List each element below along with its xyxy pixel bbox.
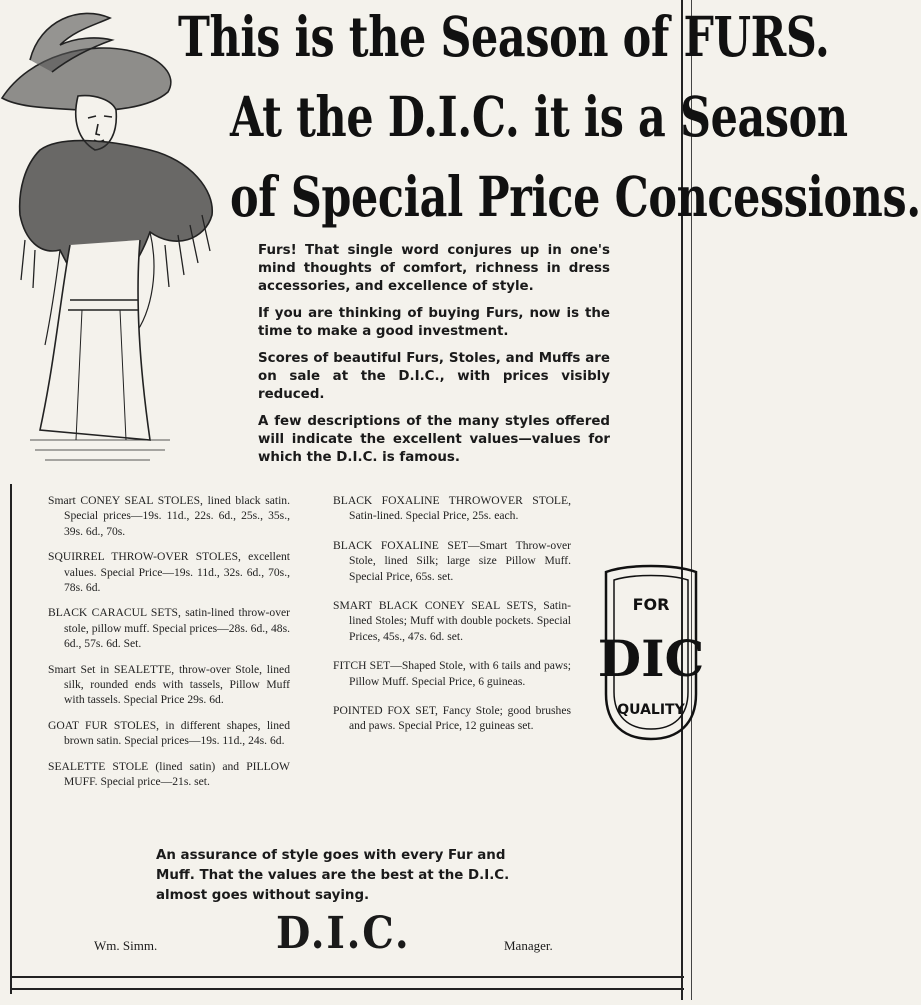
headline-line-2: At the D.I.C. it is a Season xyxy=(230,84,848,149)
fur-lady-illustration xyxy=(0,0,230,475)
intro-paragraph: If you are thinking of buying Furs, now is the time to make a good investment. xyxy=(258,306,610,339)
badge-top-text: FOR xyxy=(632,595,670,614)
signature-name: Wm. Simm. xyxy=(94,938,158,953)
right-border-rule xyxy=(681,0,692,1000)
intro-paragraph: Furs! That single word conjures up in one's mind thoughts of comfort, richness in dress accessories, and excellence of style. xyxy=(258,243,610,294)
headline-line-1: This is the Season of FURS. xyxy=(178,4,830,69)
price-list-left xyxy=(48,493,290,800)
badge-middle-text: DIC xyxy=(597,629,705,688)
price-item: SMART BLACK CONEY SEAL SETS, Satin-lined Stoles; Muff with double pockets. Special Prices, 45s., 47s. 6d. set. xyxy=(333,599,571,643)
intro-paragraph: A few descriptions of the many styles offered will indicate the excellent values—values for which the D.I.C. is famous. xyxy=(258,414,610,465)
price-item: BLACK CARACUL SETS, satin-lined throw-over stole, pillow muff. Special prices—28s. 6d., 48s. 6d., 57s. 6d. Set. xyxy=(48,606,290,651)
badge-bottom-text: QUALITY xyxy=(617,702,685,718)
price-item: POINTED FOX SET, Fancy Stole; good brushes and paws. Special Price, 12 guineas set. xyxy=(333,704,571,733)
dic-logo: D.I.C. xyxy=(276,908,411,959)
bottom-border-rule xyxy=(10,976,684,990)
price-item: BLACK FOXALINE SET—Smart Throw-over Stole, lined Silk; large size Pillow Muff. Special Price, 65s. set. xyxy=(333,538,571,583)
price-item: FITCH SET—Shaped Stole, with 6 tails and paws; Pillow Muff. Special Price, 6 guineas. xyxy=(333,659,571,688)
price-item: GOAT FUR STOLES, in different shapes, lined brown satin. Special prices—19s. 11d., 24s. 6d. xyxy=(48,718,290,748)
price-list-right xyxy=(333,493,571,748)
headline-line-3: of Special Price Concessions. xyxy=(230,164,921,229)
price-item: Smart CONEY SEAL STOLES, lined black satin. Special prices—19s. 11d., 22s. 6d., 25s., 35s., 39s. 6d., 70s. xyxy=(48,494,290,538)
intro-text xyxy=(258,242,610,476)
price-item: Smart Set in SEALETTE, throw-over Stole, lined silk, rounded ends with tassels, Pillow Muff with tassels. Special Price 29s. 6d. xyxy=(48,662,290,707)
price-item: SEALETTE STOLE (lined satin) and PILLOW MUFF. Special price—21s. set. xyxy=(48,759,290,789)
price-item: SQUIRREL THROW-OVER STOLES, excellent values. Special Price—19s. 11d., 32s. 6d., 70s., 78s. 6d. xyxy=(48,550,290,595)
closing-statement: An assurance of style goes with every Fur and Muff. That the values are the best at the D.I.C. almost goes without saying. xyxy=(156,848,510,903)
price-item: BLACK FOXALINE THROWOVER STOLE, Satin-lined. Special Price, 25s. each. xyxy=(333,494,571,523)
left-border-rule xyxy=(10,484,15,994)
intro-paragraph: Scores of beautiful Furs, Stoles, and Muffs are on sale at the D.I.C., with prices visibly reduced. xyxy=(258,351,610,402)
signature-title: Manager. xyxy=(504,938,553,953)
dic-quality-badge xyxy=(598,564,704,744)
